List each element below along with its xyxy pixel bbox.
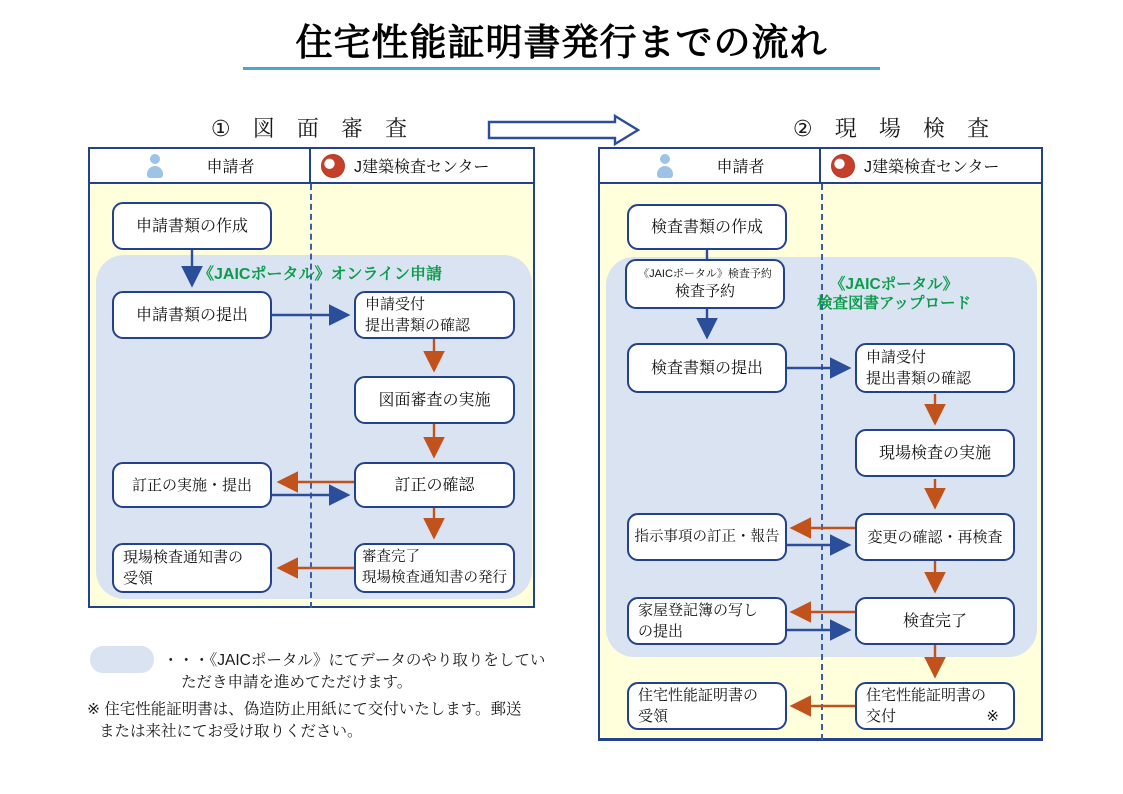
box-create-inspection-documents: 検査書類の作成 — [627, 204, 787, 250]
left-center-header-label: J建築検査センター — [354, 159, 490, 176]
section-flow-arrow-icon — [487, 113, 641, 147]
box-create-documents: 申請書類の作成 — [112, 202, 272, 250]
jaic-logo-icon — [321, 154, 345, 178]
right-panel-header — [600, 149, 1041, 184]
portal-zone-legend-swatch — [90, 646, 154, 673]
issue-note-mark: ※ — [986, 708, 999, 725]
box-submit-documents: 申請書類の提出 — [112, 291, 272, 339]
box-accept-documents: 申請受付 提出書類の確認 — [354, 291, 515, 339]
box-notice-receive: 現場検査通知書の 受領 — [112, 543, 272, 593]
note-text-line2: または来社にてお受け取りください。 — [99, 723, 363, 740]
box-certificate-receive: 住宅性能証明書の 受領 — [627, 682, 787, 730]
box-accept-documents: 申請受付 提出書類の確認 — [855, 343, 1015, 393]
section-heading-drawing-review: ① 図 面 審 査 — [210, 116, 416, 141]
right-column-divider — [821, 184, 823, 740]
applicant-person-icon — [654, 153, 676, 179]
left-panel-header — [90, 149, 533, 184]
right-center-header-label: J建築検査センター — [864, 159, 1000, 176]
right-applicant-header-cell — [600, 149, 821, 182]
box-submit-inspection-documents: 検査書類の提出 — [627, 343, 787, 393]
left-applicant-header-cell — [90, 149, 311, 182]
title-underline — [243, 67, 880, 70]
box-drawing-review: 図面審査の実施 — [354, 376, 515, 424]
page-title: 住宅性能証明書発行までの流れ — [295, 22, 828, 63]
box-correction-submit: 訂正の実施・提出 — [112, 462, 272, 508]
applicant-person-icon — [144, 153, 166, 179]
box-certificate-issue: 住宅性能証明書の 交付 ※ — [855, 682, 1015, 730]
note-text-line1: ※ 住宅性能証明書は、偽造防止用紙にて交付いたします。郵送 — [87, 701, 522, 718]
right-center-header-cell — [821, 149, 1041, 182]
box-correction-check: 訂正の確認 — [354, 462, 515, 508]
drawing-review-panel — [88, 147, 535, 608]
box-inspection-complete: 検査完了 — [855, 597, 1015, 645]
jaic-logo-icon — [831, 154, 855, 178]
left-center-header-cell — [311, 149, 533, 182]
box-review-complete: 審査完了 現場検査通知書の発行 — [354, 543, 515, 593]
left-column-divider — [310, 184, 312, 608]
left-portal-label: 《JAICポータル》オンライン申請 — [198, 266, 442, 283]
box-fix-report: 指示事項の訂正・報告 — [627, 513, 787, 561]
box-inspection-reservation: 《JAICポータル》検査予約 検査予約 — [625, 259, 785, 309]
box-site-inspection: 現場検査の実施 — [855, 429, 1015, 477]
right-portal-label: 《JAICポータル》 検査図書アップロード — [817, 276, 971, 312]
right-applicant-header-label: 申請者 — [716, 159, 765, 176]
legend-text-line1: ・・・《JAICポータル》にてデータのやり取りをしてい — [163, 652, 546, 669]
box-registry-copy-submit: 家屋登記簿の写し の提出 — [627, 597, 787, 645]
site-inspection-panel — [598, 147, 1043, 741]
section-heading-site-inspection: ② 現 場 検 査 — [792, 116, 998, 141]
legend-text-line2: ただき申請を進めてただけます。 — [181, 674, 413, 691]
box-change-recheck: 変更の確認・再検査 — [855, 513, 1015, 561]
left-applicant-header-label: 申請者 — [206, 159, 255, 176]
